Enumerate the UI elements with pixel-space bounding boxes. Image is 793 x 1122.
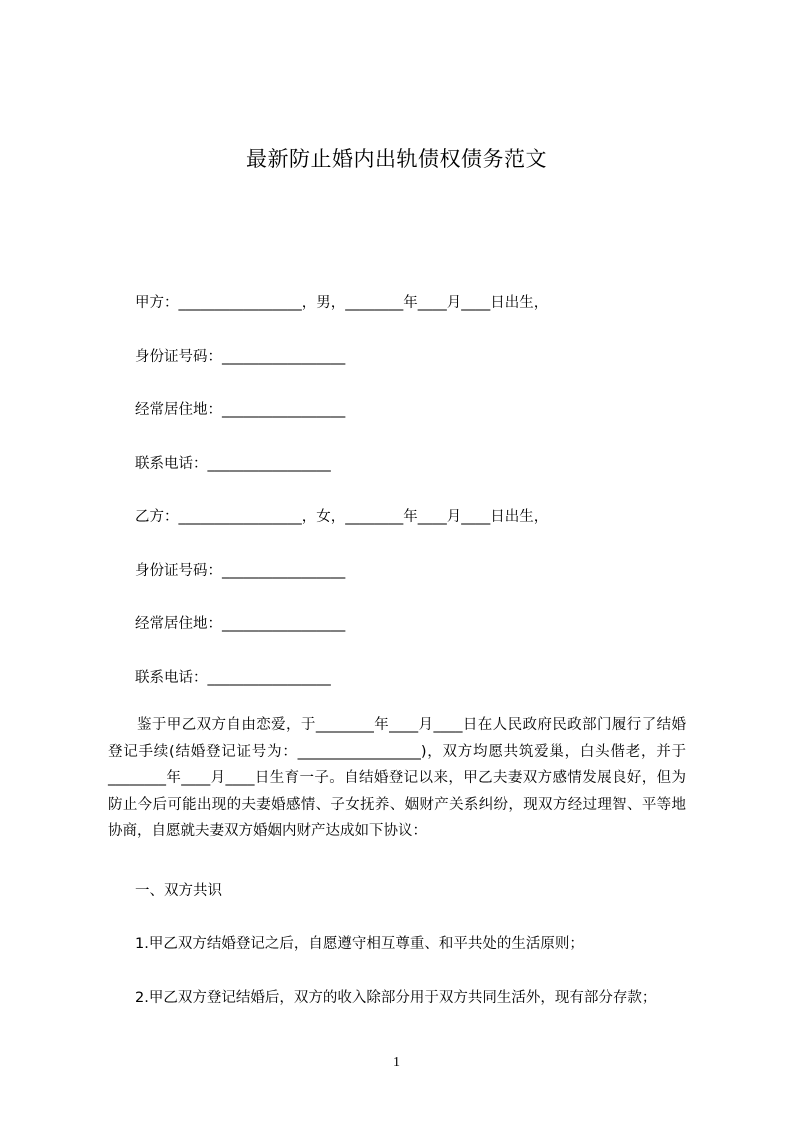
agreement-item-2: 2.甲乙双方登记结婚后，双方的收入除部分用于双方共同生活外，现有部分存款； (135, 990, 657, 1006)
party-b-id-line: 身份证号码：_________________ (135, 563, 346, 579)
party-a-phone-line: 联系电话：_________________ (135, 456, 331, 472)
document-title: 最新防止婚内出轨债权债务范文 (246, 147, 547, 171)
party-b-phone-line: 联系电话：_________________ (135, 670, 331, 686)
section-heading: 一、双方共识 (135, 883, 222, 899)
party-a-address-line: 经常居住地：_________________ (135, 402, 346, 418)
agreement-item-1: 1.甲乙双方结婚登记之后，自愿遵守相互尊重、和平共处的生活原则； (135, 936, 584, 952)
preamble-paragraph: 鉴于甲乙双方自由恋爱，于________年____月____日在人民政府民政部门履行了结婚登记手续(结婚登记证号为：_________________)，双方均愿共筑爱巢，白头偕老，并于________年____月____日生育一子。自结婚登记以来，甲乙夫妻双方感情发展良好，但为防止今后可能出现的夫妻婚感情、子女抚养、姻财产关系纠纷，现双方经过理智、平等地协商，自愿就夫妻双方婚姻内财产达成如下协议： (108, 717, 686, 839)
page-number: 1 (393, 1055, 400, 1070)
party-a-id-line: 身份证号码：_________________ (135, 349, 346, 365)
party-a-line: 甲方：_________________，男，________年____月____日出生， (135, 295, 549, 311)
party-b-address-line: 经常居住地：_________________ (135, 616, 346, 632)
party-b-line: 乙方：_________________，女，________年____月____日出生， (135, 509, 549, 525)
